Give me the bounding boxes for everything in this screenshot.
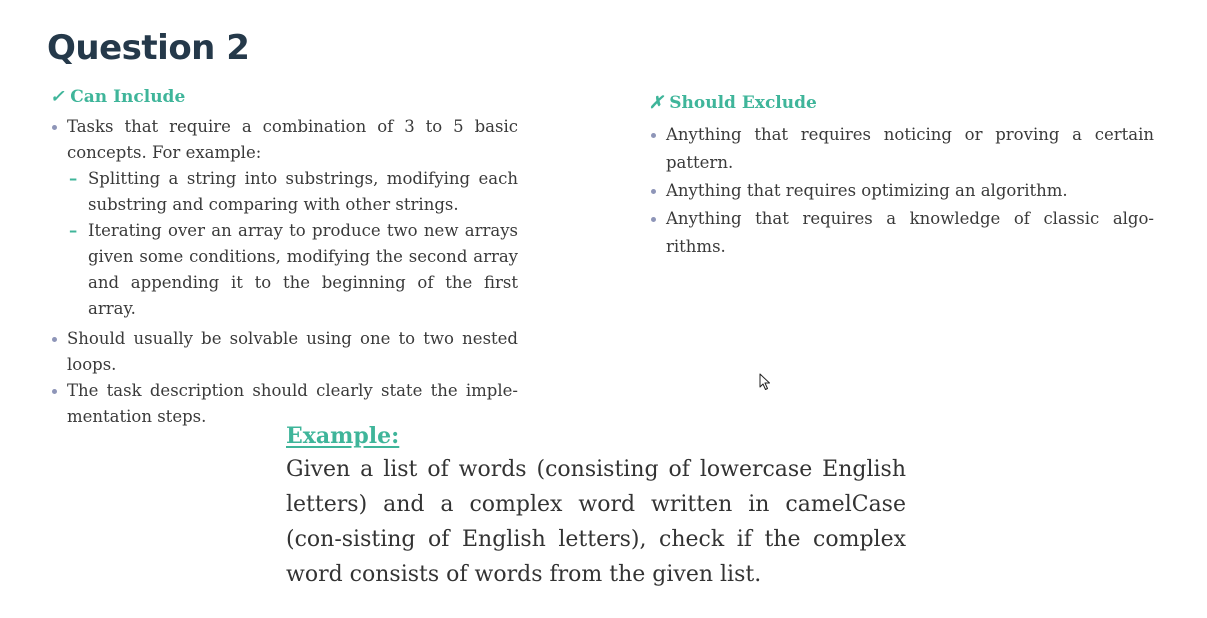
exclude-item-1: Anything that requires noticing or proving a certain pattern. xyxy=(649,121,1154,177)
should-exclude-label: Should Exclude xyxy=(669,93,817,113)
can-include-heading xyxy=(50,86,185,108)
exclude-item-2: Anything that requires optimizing an algorithm. xyxy=(649,177,1154,205)
include-subitem-2 xyxy=(50,218,518,322)
include-subitem-1 xyxy=(50,166,518,218)
include-item-1: Tasks that require a combination of 3 to 5 basic concepts. For example: xyxy=(50,114,518,166)
include-subitem-1-text: Splitting a string into substrings, modifying each substring and comparing with other strings. xyxy=(88,169,518,214)
include-subitem-2-text: Iterating over an array to produce two new arrays given some conditions, modifying the second array and appending it to the beginning of the first array. xyxy=(88,221,518,318)
example-text: Given a list of words (consisting of lowercase English letters) and a complex word written in camelCase (con-sisting of English letters), check if the complex word consists of words from the given list. xyxy=(286,457,906,587)
exclude-item-3: Anything that requires a knowledge of classic algo-rithms. xyxy=(649,205,1154,261)
example-label: Example: xyxy=(286,423,400,449)
mouse-cursor-icon xyxy=(759,373,771,391)
page-title: Question 2 xyxy=(47,28,250,68)
dash-marker: – xyxy=(69,221,78,240)
should-exclude-heading xyxy=(649,92,817,114)
include-item-3: The task description should clearly state the imple-mentation steps. xyxy=(50,378,518,430)
include-item-2: Should usually be solvable using one to two nested loops. xyxy=(50,326,518,378)
can-include-list xyxy=(50,114,518,430)
dash-marker: – xyxy=(69,169,78,188)
should-exclude-list xyxy=(649,121,1154,261)
check-icon: ✓ xyxy=(50,87,65,107)
cross-icon: ✗ xyxy=(649,93,664,113)
can-include-label: Can Include xyxy=(70,87,186,107)
